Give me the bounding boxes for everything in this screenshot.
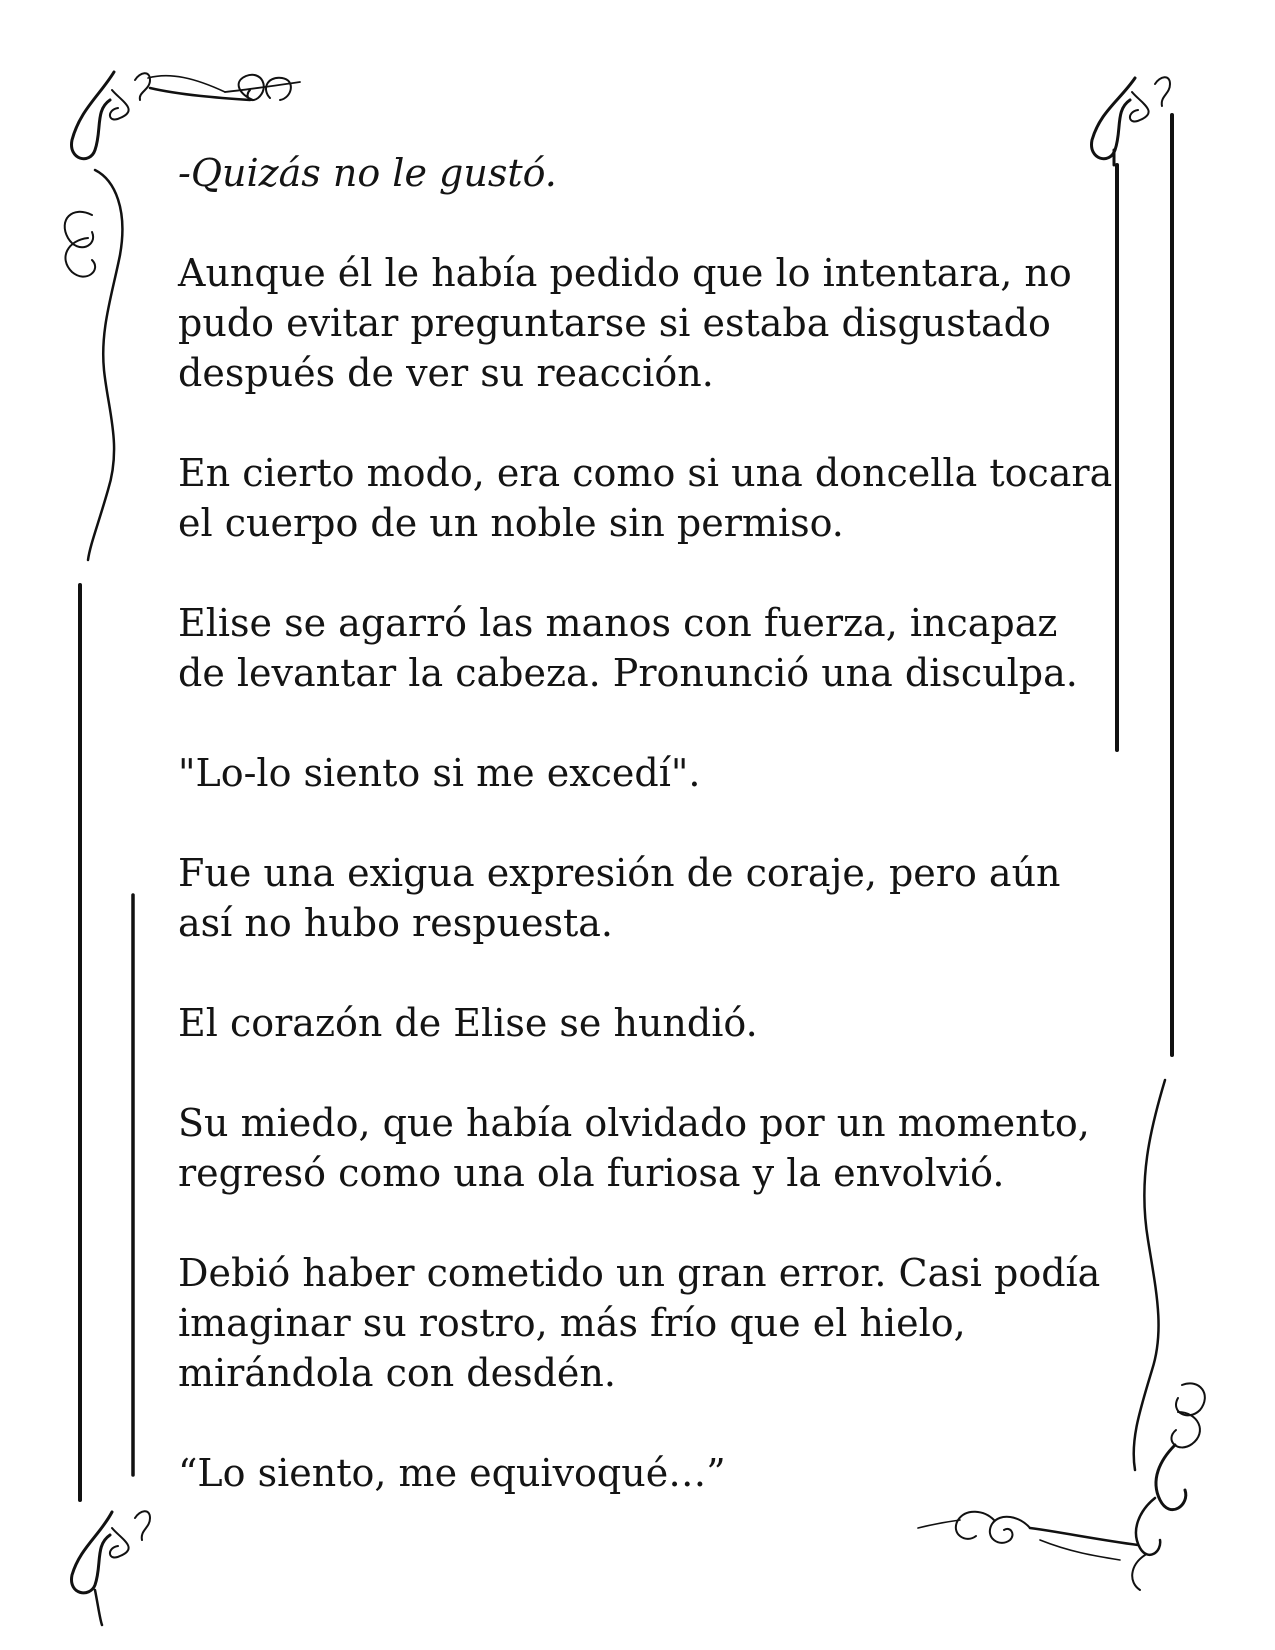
paragraph-2: Aunque él le había pedido que lo intentara, no pudo evitar preguntarse si estaba disgustado después de ver su reacción. — [178, 251, 1072, 395]
paragraph-7: El corazón de Elise se hundió. — [178, 1001, 758, 1045]
paragraph-10: “Lo siento, me equivoqué…” — [178, 1451, 726, 1495]
story-text — [178, 148, 1118, 1548]
paragraph-5: "Lo-lo siento si me excedí". — [178, 751, 701, 795]
paragraph-9: Debió haber cometido un gran error. Casi podía imaginar su rostro, más frío que el hielo, mirándola con desdén. — [178, 1251, 1101, 1395]
paragraph-4: Elise se agarró las manos con fuerza, incapaz de levantar la cabeza. Pronunció una disculpa. — [178, 601, 1078, 695]
paragraph-8: Su miedo, que había olvidado por un momento, regresó como una ola furiosa y la envolvió. — [178, 1101, 1090, 1195]
paragraph-1: -Quizás no le gustó. — [178, 151, 557, 195]
paragraph-6: Fue una exigua expresión de coraje, pero aún así no hubo respuesta. — [178, 851, 1061, 945]
paragraph-3: En cierto modo, era como si una doncella tocara el cuerpo de un noble sin permiso. — [178, 451, 1113, 545]
bottom-left-flourish — [72, 1511, 150, 1625]
